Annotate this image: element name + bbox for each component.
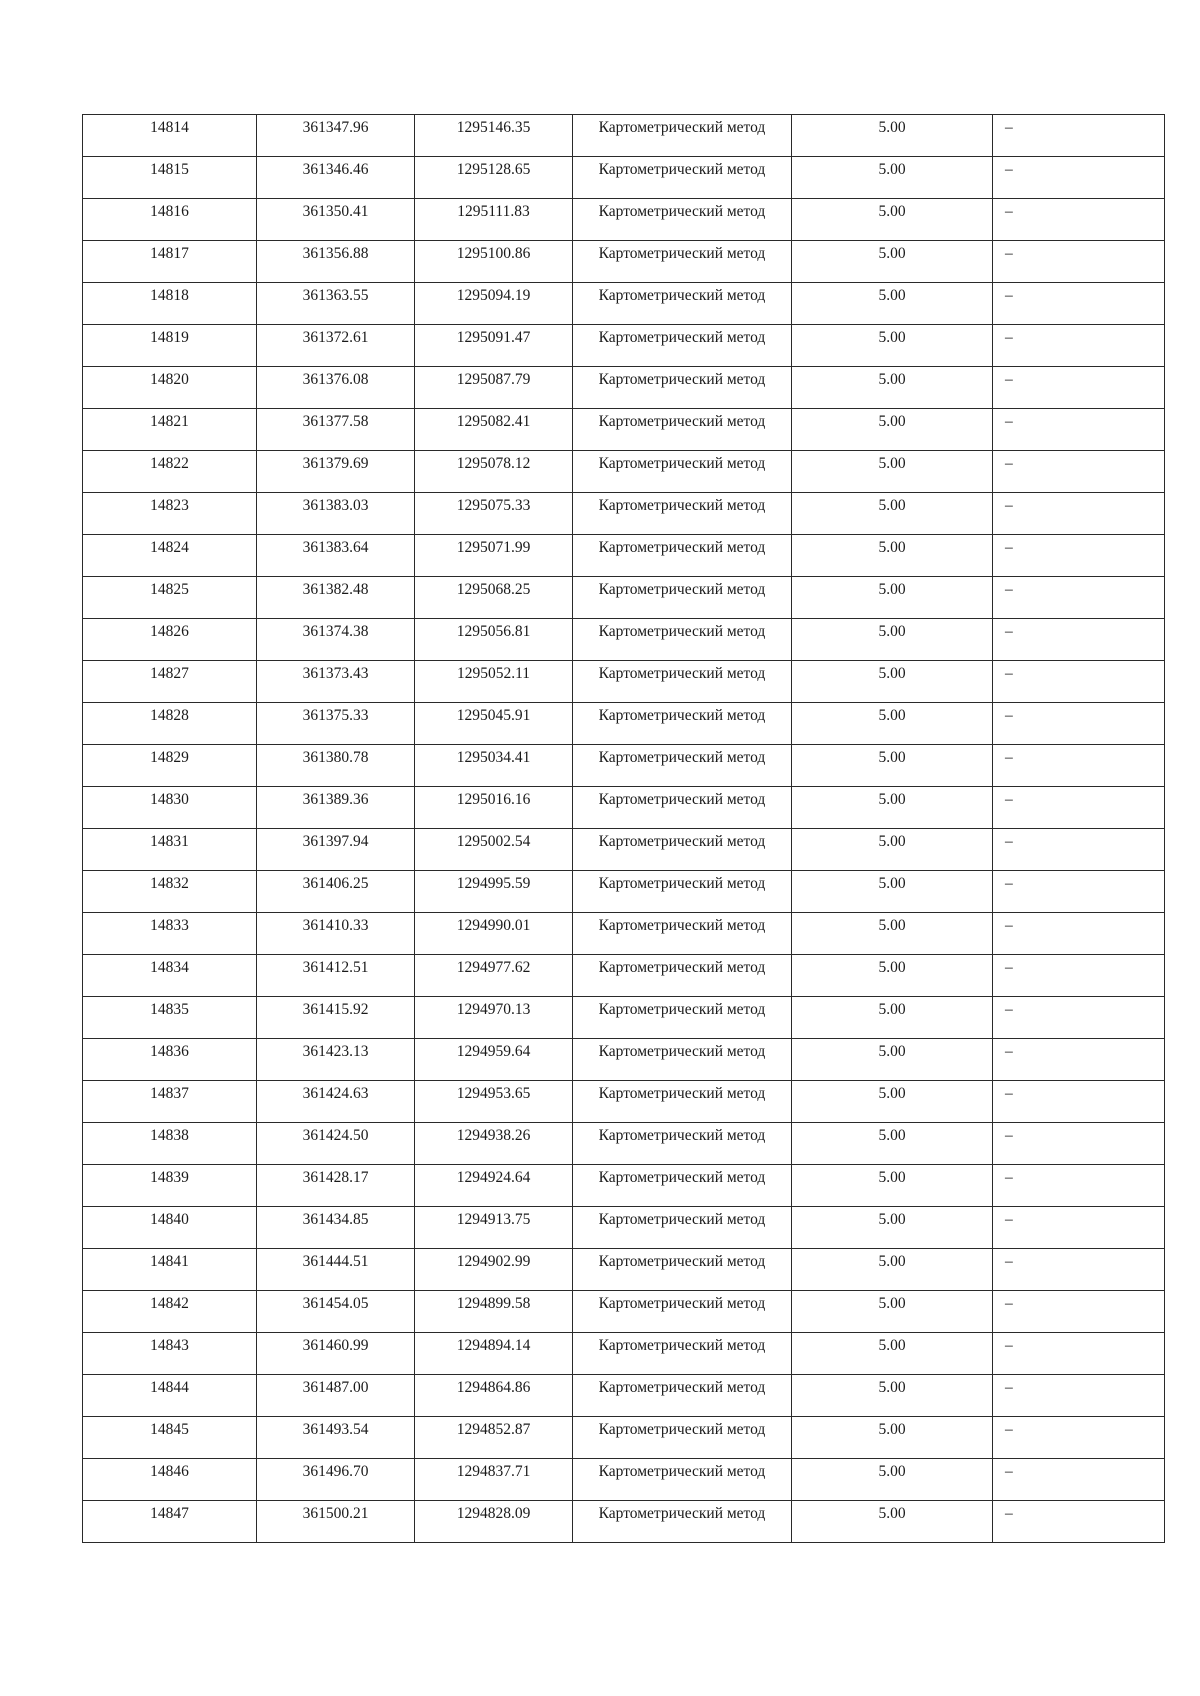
x-coordinate-cell: 361383.03 bbox=[257, 493, 415, 535]
point-number-cell: 14845 bbox=[83, 1417, 257, 1459]
note-cell: – bbox=[993, 199, 1165, 241]
table-row bbox=[83, 199, 1165, 241]
method-cell: Картометрический метод bbox=[573, 955, 792, 997]
point-number-cell: 14814 bbox=[83, 115, 257, 157]
method-cell: Картометрический метод bbox=[573, 871, 792, 913]
point-number-cell: 14842 bbox=[83, 1291, 257, 1333]
table-row bbox=[83, 1291, 1165, 1333]
table-row bbox=[83, 1207, 1165, 1249]
coordinates-table-body bbox=[83, 115, 1165, 1543]
x-coordinate-cell: 361423.13 bbox=[257, 1039, 415, 1081]
y-coordinate-cell: 1295075.33 bbox=[415, 493, 573, 535]
note-cell: – bbox=[993, 1123, 1165, 1165]
x-coordinate-cell: 361346.46 bbox=[257, 157, 415, 199]
accuracy-cell: 5.00 bbox=[792, 115, 993, 157]
method-cell: Картометрический метод bbox=[573, 283, 792, 325]
method-cell: Картометрический метод bbox=[573, 157, 792, 199]
point-number-cell: 14816 bbox=[83, 199, 257, 241]
accuracy-cell: 5.00 bbox=[792, 619, 993, 661]
x-coordinate-cell: 361487.00 bbox=[257, 1375, 415, 1417]
table-row bbox=[83, 367, 1165, 409]
point-number-cell: 14823 bbox=[83, 493, 257, 535]
accuracy-cell: 5.00 bbox=[792, 241, 993, 283]
note-cell: – bbox=[993, 661, 1165, 703]
point-number-cell: 14835 bbox=[83, 997, 257, 1039]
table-row bbox=[83, 997, 1165, 1039]
table-row bbox=[83, 115, 1165, 157]
accuracy-cell: 5.00 bbox=[792, 1123, 993, 1165]
table-row bbox=[83, 241, 1165, 283]
method-cell: Картометрический метод bbox=[573, 703, 792, 745]
x-coordinate-cell: 361389.36 bbox=[257, 787, 415, 829]
y-coordinate-cell: 1295002.54 bbox=[415, 829, 573, 871]
table-row bbox=[83, 577, 1165, 619]
method-cell: Картометрический метод bbox=[573, 1081, 792, 1123]
note-cell: – bbox=[993, 1291, 1165, 1333]
method-cell: Картометрический метод bbox=[573, 1207, 792, 1249]
method-cell: Картометрический метод bbox=[573, 451, 792, 493]
x-coordinate-cell: 361377.58 bbox=[257, 409, 415, 451]
note-cell: – bbox=[993, 1375, 1165, 1417]
note-cell: – bbox=[993, 1039, 1165, 1081]
point-number-cell: 14836 bbox=[83, 1039, 257, 1081]
point-number-cell: 14832 bbox=[83, 871, 257, 913]
point-number-cell: 14827 bbox=[83, 661, 257, 703]
y-coordinate-cell: 1295056.81 bbox=[415, 619, 573, 661]
y-coordinate-cell: 1295094.19 bbox=[415, 283, 573, 325]
y-coordinate-cell: 1295034.41 bbox=[415, 745, 573, 787]
table-row bbox=[83, 787, 1165, 829]
table-row bbox=[83, 451, 1165, 493]
y-coordinate-cell: 1294828.09 bbox=[415, 1501, 573, 1543]
accuracy-cell: 5.00 bbox=[792, 199, 993, 241]
y-coordinate-cell: 1295146.35 bbox=[415, 115, 573, 157]
x-coordinate-cell: 361493.54 bbox=[257, 1417, 415, 1459]
point-number-cell: 14841 bbox=[83, 1249, 257, 1291]
y-coordinate-cell: 1295082.41 bbox=[415, 409, 573, 451]
x-coordinate-cell: 361380.78 bbox=[257, 745, 415, 787]
table-row bbox=[83, 703, 1165, 745]
coordinates-table bbox=[82, 114, 1165, 1543]
accuracy-cell: 5.00 bbox=[792, 535, 993, 577]
note-cell: – bbox=[993, 745, 1165, 787]
accuracy-cell: 5.00 bbox=[792, 1375, 993, 1417]
accuracy-cell: 5.00 bbox=[792, 787, 993, 829]
accuracy-cell: 5.00 bbox=[792, 1417, 993, 1459]
point-number-cell: 14839 bbox=[83, 1165, 257, 1207]
note-cell: – bbox=[993, 115, 1165, 157]
note-cell: – bbox=[993, 367, 1165, 409]
note-cell: – bbox=[993, 1417, 1165, 1459]
method-cell: Картометрический метод bbox=[573, 493, 792, 535]
point-number-cell: 14820 bbox=[83, 367, 257, 409]
x-coordinate-cell: 361412.51 bbox=[257, 955, 415, 997]
note-cell: – bbox=[993, 241, 1165, 283]
table-row bbox=[83, 283, 1165, 325]
y-coordinate-cell: 1295087.79 bbox=[415, 367, 573, 409]
x-coordinate-cell: 361454.05 bbox=[257, 1291, 415, 1333]
method-cell: Картометрический метод bbox=[573, 241, 792, 283]
y-coordinate-cell: 1295091.47 bbox=[415, 325, 573, 367]
point-number-cell: 14818 bbox=[83, 283, 257, 325]
point-number-cell: 14830 bbox=[83, 787, 257, 829]
x-coordinate-cell: 361374.38 bbox=[257, 619, 415, 661]
table-row bbox=[83, 1249, 1165, 1291]
table-row bbox=[83, 1459, 1165, 1501]
y-coordinate-cell: 1294902.99 bbox=[415, 1249, 573, 1291]
table-row bbox=[83, 535, 1165, 577]
point-number-cell: 14822 bbox=[83, 451, 257, 493]
table-row bbox=[83, 619, 1165, 661]
point-number-cell: 14840 bbox=[83, 1207, 257, 1249]
note-cell: – bbox=[993, 1459, 1165, 1501]
note-cell: – bbox=[993, 409, 1165, 451]
y-coordinate-cell: 1295128.65 bbox=[415, 157, 573, 199]
table-row bbox=[83, 955, 1165, 997]
method-cell: Картометрический метод bbox=[573, 409, 792, 451]
table-row bbox=[83, 1165, 1165, 1207]
accuracy-cell: 5.00 bbox=[792, 325, 993, 367]
y-coordinate-cell: 1294995.59 bbox=[415, 871, 573, 913]
method-cell: Картометрический метод bbox=[573, 997, 792, 1039]
point-number-cell: 14846 bbox=[83, 1459, 257, 1501]
method-cell: Картометрический метод bbox=[573, 787, 792, 829]
point-number-cell: 14838 bbox=[83, 1123, 257, 1165]
table-row bbox=[83, 745, 1165, 787]
note-cell: – bbox=[993, 829, 1165, 871]
y-coordinate-cell: 1295052.11 bbox=[415, 661, 573, 703]
note-cell: – bbox=[993, 451, 1165, 493]
method-cell: Картометрический метод bbox=[573, 1123, 792, 1165]
x-coordinate-cell: 361350.41 bbox=[257, 199, 415, 241]
x-coordinate-cell: 361379.69 bbox=[257, 451, 415, 493]
point-number-cell: 14826 bbox=[83, 619, 257, 661]
accuracy-cell: 5.00 bbox=[792, 997, 993, 1039]
y-coordinate-cell: 1294938.26 bbox=[415, 1123, 573, 1165]
note-cell: – bbox=[993, 1207, 1165, 1249]
note-cell: – bbox=[993, 325, 1165, 367]
x-coordinate-cell: 361444.51 bbox=[257, 1249, 415, 1291]
x-coordinate-cell: 361383.64 bbox=[257, 535, 415, 577]
note-cell: – bbox=[993, 871, 1165, 913]
table-row bbox=[83, 325, 1165, 367]
note-cell: – bbox=[993, 283, 1165, 325]
point-number-cell: 14821 bbox=[83, 409, 257, 451]
point-number-cell: 14837 bbox=[83, 1081, 257, 1123]
x-coordinate-cell: 361372.61 bbox=[257, 325, 415, 367]
accuracy-cell: 5.00 bbox=[792, 1501, 993, 1543]
note-cell: – bbox=[993, 1081, 1165, 1123]
table-row bbox=[83, 1081, 1165, 1123]
method-cell: Картометрический метод bbox=[573, 619, 792, 661]
method-cell: Картометрический метод bbox=[573, 577, 792, 619]
method-cell: Картометрический метод bbox=[573, 1501, 792, 1543]
table-row bbox=[83, 871, 1165, 913]
note-cell: – bbox=[993, 157, 1165, 199]
accuracy-cell: 5.00 bbox=[792, 493, 993, 535]
method-cell: Картометрический метод bbox=[573, 1165, 792, 1207]
table-row bbox=[83, 913, 1165, 955]
point-number-cell: 14834 bbox=[83, 955, 257, 997]
method-cell: Картометрический метод bbox=[573, 199, 792, 241]
method-cell: Картометрический метод bbox=[573, 829, 792, 871]
table-row bbox=[83, 829, 1165, 871]
y-coordinate-cell: 1294864.86 bbox=[415, 1375, 573, 1417]
x-coordinate-cell: 361434.85 bbox=[257, 1207, 415, 1249]
accuracy-cell: 5.00 bbox=[792, 1039, 993, 1081]
y-coordinate-cell: 1295111.83 bbox=[415, 199, 573, 241]
y-coordinate-cell: 1295045.91 bbox=[415, 703, 573, 745]
point-number-cell: 14843 bbox=[83, 1333, 257, 1375]
y-coordinate-cell: 1295100.86 bbox=[415, 241, 573, 283]
point-number-cell: 14815 bbox=[83, 157, 257, 199]
method-cell: Картометрический метод bbox=[573, 535, 792, 577]
x-coordinate-cell: 361500.21 bbox=[257, 1501, 415, 1543]
y-coordinate-cell: 1294977.62 bbox=[415, 955, 573, 997]
y-coordinate-cell: 1295068.25 bbox=[415, 577, 573, 619]
x-coordinate-cell: 361356.88 bbox=[257, 241, 415, 283]
method-cell: Картометрический метод bbox=[573, 1417, 792, 1459]
point-number-cell: 14819 bbox=[83, 325, 257, 367]
accuracy-cell: 5.00 bbox=[792, 703, 993, 745]
note-cell: – bbox=[993, 955, 1165, 997]
note-cell: – bbox=[993, 619, 1165, 661]
x-coordinate-cell: 361397.94 bbox=[257, 829, 415, 871]
accuracy-cell: 5.00 bbox=[792, 367, 993, 409]
x-coordinate-cell: 361496.70 bbox=[257, 1459, 415, 1501]
point-number-cell: 14824 bbox=[83, 535, 257, 577]
x-coordinate-cell: 361406.25 bbox=[257, 871, 415, 913]
table-row bbox=[83, 1333, 1165, 1375]
table-row bbox=[83, 1417, 1165, 1459]
accuracy-cell: 5.00 bbox=[792, 1207, 993, 1249]
method-cell: Картометрический метод bbox=[573, 367, 792, 409]
accuracy-cell: 5.00 bbox=[792, 745, 993, 787]
table-row bbox=[83, 493, 1165, 535]
note-cell: – bbox=[993, 577, 1165, 619]
x-coordinate-cell: 361424.50 bbox=[257, 1123, 415, 1165]
accuracy-cell: 5.00 bbox=[792, 1333, 993, 1375]
note-cell: – bbox=[993, 1249, 1165, 1291]
note-cell: – bbox=[993, 1501, 1165, 1543]
accuracy-cell: 5.00 bbox=[792, 157, 993, 199]
x-coordinate-cell: 361424.63 bbox=[257, 1081, 415, 1123]
note-cell: – bbox=[993, 1333, 1165, 1375]
method-cell: Картометрический метод bbox=[573, 1333, 792, 1375]
x-coordinate-cell: 361415.92 bbox=[257, 997, 415, 1039]
accuracy-cell: 5.00 bbox=[792, 283, 993, 325]
accuracy-cell: 5.00 bbox=[792, 661, 993, 703]
method-cell: Картометрический метод bbox=[573, 1249, 792, 1291]
accuracy-cell: 5.00 bbox=[792, 577, 993, 619]
note-cell: – bbox=[993, 787, 1165, 829]
note-cell: – bbox=[993, 1165, 1165, 1207]
x-coordinate-cell: 361373.43 bbox=[257, 661, 415, 703]
point-number-cell: 14825 bbox=[83, 577, 257, 619]
y-coordinate-cell: 1294970.13 bbox=[415, 997, 573, 1039]
accuracy-cell: 5.00 bbox=[792, 871, 993, 913]
method-cell: Картометрический метод bbox=[573, 1459, 792, 1501]
note-cell: – bbox=[993, 535, 1165, 577]
x-coordinate-cell: 361376.08 bbox=[257, 367, 415, 409]
x-coordinate-cell: 361410.33 bbox=[257, 913, 415, 955]
accuracy-cell: 5.00 bbox=[792, 1291, 993, 1333]
x-coordinate-cell: 361363.55 bbox=[257, 283, 415, 325]
accuracy-cell: 5.00 bbox=[792, 1081, 993, 1123]
point-number-cell: 14831 bbox=[83, 829, 257, 871]
table-row bbox=[83, 1501, 1165, 1543]
y-coordinate-cell: 1294959.64 bbox=[415, 1039, 573, 1081]
y-coordinate-cell: 1294953.65 bbox=[415, 1081, 573, 1123]
y-coordinate-cell: 1294837.71 bbox=[415, 1459, 573, 1501]
accuracy-cell: 5.00 bbox=[792, 409, 993, 451]
y-coordinate-cell: 1295078.12 bbox=[415, 451, 573, 493]
method-cell: Картометрический метод bbox=[573, 661, 792, 703]
method-cell: Картометрический метод bbox=[573, 1375, 792, 1417]
table-row bbox=[83, 1039, 1165, 1081]
point-number-cell: 14833 bbox=[83, 913, 257, 955]
method-cell: Картометрический метод bbox=[573, 1291, 792, 1333]
accuracy-cell: 5.00 bbox=[792, 451, 993, 493]
method-cell: Картометрический метод bbox=[573, 1039, 792, 1081]
x-coordinate-cell: 361428.17 bbox=[257, 1165, 415, 1207]
point-number-cell: 14828 bbox=[83, 703, 257, 745]
method-cell: Картометрический метод bbox=[573, 913, 792, 955]
note-cell: – bbox=[993, 703, 1165, 745]
y-coordinate-cell: 1294924.64 bbox=[415, 1165, 573, 1207]
method-cell: Картометрический метод bbox=[573, 325, 792, 367]
point-number-cell: 14847 bbox=[83, 1501, 257, 1543]
accuracy-cell: 5.00 bbox=[792, 955, 993, 997]
table-row bbox=[83, 157, 1165, 199]
point-number-cell: 14844 bbox=[83, 1375, 257, 1417]
y-coordinate-cell: 1294852.87 bbox=[415, 1417, 573, 1459]
accuracy-cell: 5.00 bbox=[792, 913, 993, 955]
x-coordinate-cell: 361375.33 bbox=[257, 703, 415, 745]
table-row bbox=[83, 661, 1165, 703]
table-row bbox=[83, 409, 1165, 451]
x-coordinate-cell: 361460.99 bbox=[257, 1333, 415, 1375]
note-cell: – bbox=[993, 997, 1165, 1039]
table-row bbox=[83, 1123, 1165, 1165]
table-row bbox=[83, 1375, 1165, 1417]
note-cell: – bbox=[993, 913, 1165, 955]
note-cell: – bbox=[993, 493, 1165, 535]
y-coordinate-cell: 1294913.75 bbox=[415, 1207, 573, 1249]
y-coordinate-cell: 1294899.58 bbox=[415, 1291, 573, 1333]
accuracy-cell: 5.00 bbox=[792, 1459, 993, 1501]
point-number-cell: 14829 bbox=[83, 745, 257, 787]
y-coordinate-cell: 1295071.99 bbox=[415, 535, 573, 577]
point-number-cell: 14817 bbox=[83, 241, 257, 283]
y-coordinate-cell: 1294894.14 bbox=[415, 1333, 573, 1375]
x-coordinate-cell: 361382.48 bbox=[257, 577, 415, 619]
x-coordinate-cell: 361347.96 bbox=[257, 115, 415, 157]
method-cell: Картометрический метод bbox=[573, 745, 792, 787]
accuracy-cell: 5.00 bbox=[792, 1165, 993, 1207]
method-cell: Картометрический метод bbox=[573, 115, 792, 157]
accuracy-cell: 5.00 bbox=[792, 1249, 993, 1291]
accuracy-cell: 5.00 bbox=[792, 829, 993, 871]
y-coordinate-cell: 1294990.01 bbox=[415, 913, 573, 955]
y-coordinate-cell: 1295016.16 bbox=[415, 787, 573, 829]
